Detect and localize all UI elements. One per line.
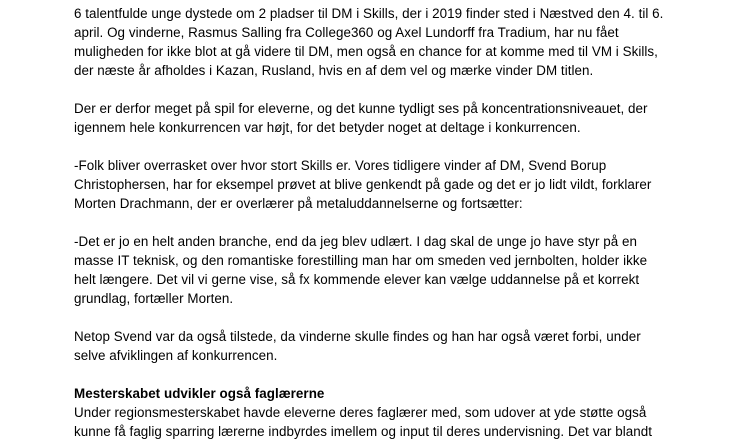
paragraph-gap: [74, 308, 734, 327]
section-faglaerere: [74, 384, 734, 441]
paragraph-intro: [74, 4, 734, 80]
paragraph-gap: [74, 365, 734, 384]
paragraph-stakes: [74, 99, 734, 137]
text-line: selve afviklingen af konkurrencen.: [74, 348, 278, 363]
text-line: Under regionsmesterskabet havde eleverne deres faglærer med, som udover at yde støtte også: [74, 405, 647, 420]
text-line: igennem hele konkurrencen var højt, for det betyder noget at deltage i konkurrencen.: [74, 120, 581, 135]
text-line: april. Og vinderne, Rasmus Salling fra College360 og Axel Lundorff fra Tradium, har nu fået: [74, 25, 619, 40]
document-body: [74, 0, 734, 441]
text-line: -Det er jo en helt anden branche, end da jeg blev udlært. I dag skal de unge jo have styr på en: [74, 234, 638, 249]
paragraph-quote-1: [74, 156, 734, 213]
text-line: helt længere. Det vil vi gerne vise, så fx kommende elever kan vælge uddannelse på et korrekt: [74, 272, 640, 287]
text-line: Christophersen, har for eksempel prøvet at blive genkendt på gade og det er jo lidt vildt, forklarer: [74, 177, 652, 192]
section-heading: Mesterskabet udvikler også faglærerne: [74, 386, 325, 401]
paragraph-gap: [74, 137, 734, 156]
paragraph-gap: [74, 80, 734, 99]
text-line: kunne få faglig sparring lærerne indbyrdes imellem og input til deres undervisning. Det var blandt: [74, 424, 653, 439]
text-line: masse IT teknisk, og den romantiske forestilling man har om smeden ved jernbolten, holder ikke: [74, 253, 648, 268]
text-line: muligheden for ikke blot at gå videre til DM, men også en chance for at komme med til VM i Skills,: [74, 44, 658, 59]
paragraph-quote-2: [74, 232, 734, 308]
text-line: 6 talentfulde unge dystede om 2 pladser til DM i Skills, der i 2019 finder sted i Næstved den 4. til 6.: [74, 6, 664, 21]
paragraph-svend: [74, 327, 734, 365]
text-line: Netop Svend var da også tilstede, da vinderne skulle findes og han har også været forbi, under: [74, 329, 641, 344]
text-line: Der er derfor meget på spil for eleverne, og det kunne tydligt ses på koncentrationsniveauet, der: [74, 101, 648, 116]
text-line: -Folk bliver overrasket over hvor stort Skills er. Vores tidligere vinder af DM, Svend Borup: [74, 158, 607, 173]
text-line: der næste år afholdes i Kazan, Rusland, hvis en af dem vel og mærke vinder DM titlen.: [74, 63, 594, 78]
text-line: Morten Drachmann, der er overlærer på metaluddannelserne og fortsætter:: [74, 196, 523, 211]
paragraph-gap: [74, 213, 734, 232]
text-line: grundlag, fortæller Morten.: [74, 291, 234, 306]
